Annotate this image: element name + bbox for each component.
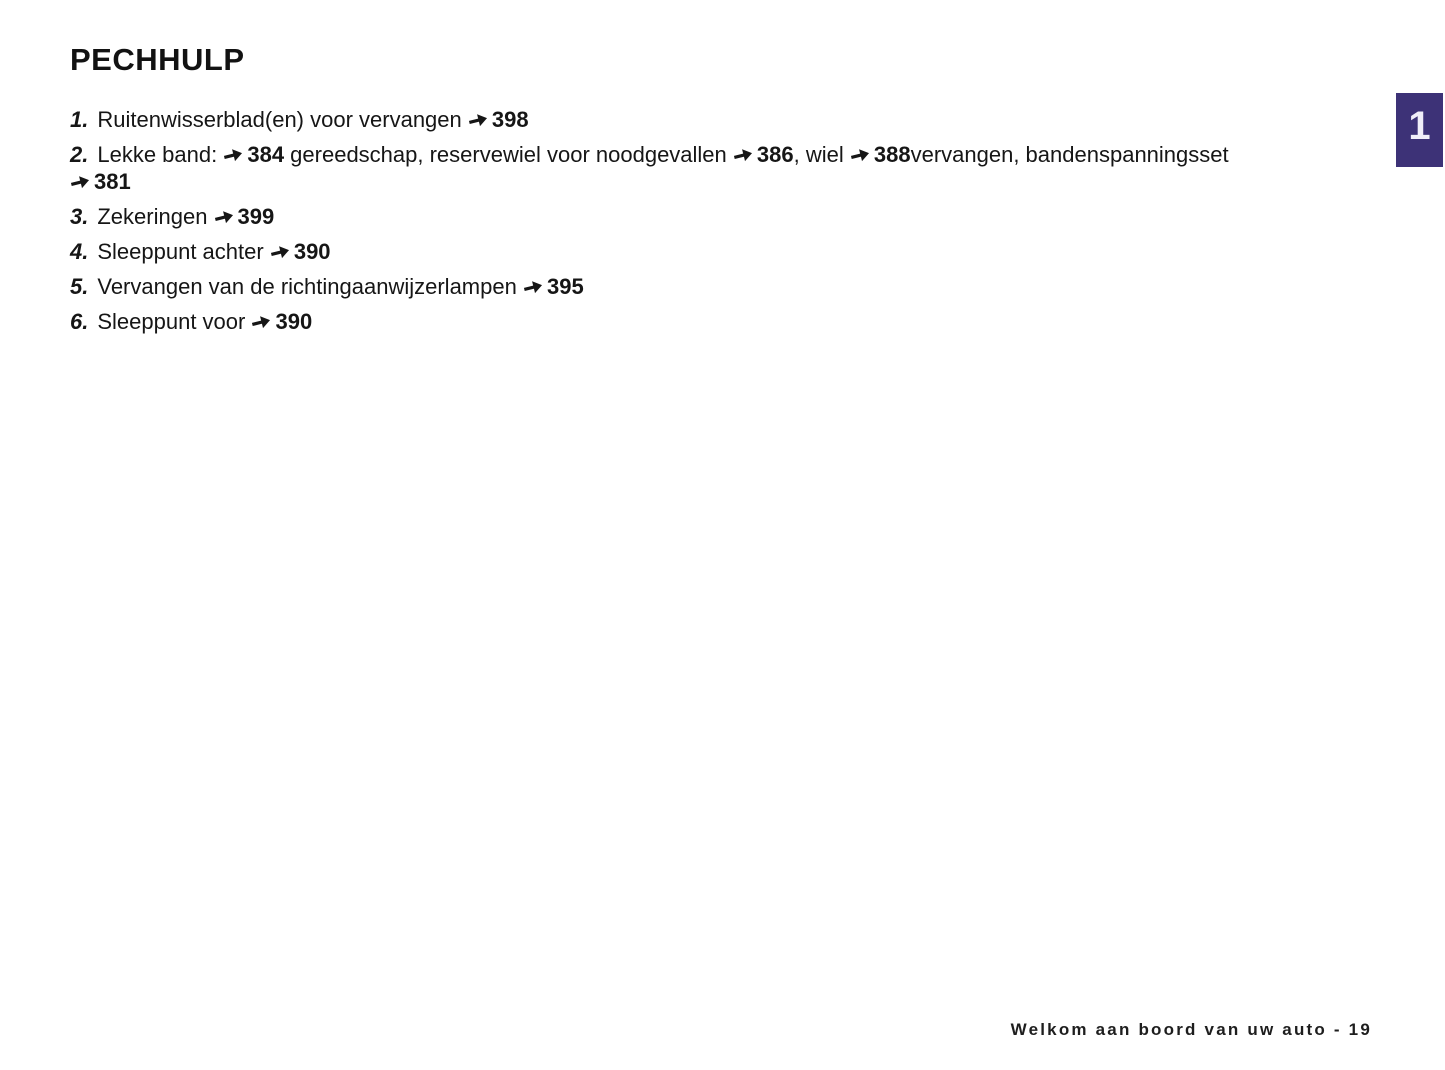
item-number: 2.	[70, 142, 89, 167]
page-ref-arrow-icon	[851, 147, 870, 163]
page-reference	[214, 204, 275, 229]
item-number: 3.	[70, 204, 89, 229]
footer-text: Welkom aan boord van uw auto - 19	[1010, 1020, 1372, 1039]
chapter-tab[interactable]	[1396, 93, 1443, 167]
list-item	[70, 308, 1350, 335]
page-number: 386	[756, 142, 794, 167]
item-text: gereedschap, reservewiel voor noodgevallen	[284, 142, 733, 167]
page-number: 395	[546, 274, 584, 299]
list-item	[70, 106, 1350, 133]
page-ref-arrow-icon	[215, 209, 234, 225]
item-text: vervangen, bandenspanningsset	[910, 142, 1229, 167]
page-number: 398	[491, 107, 529, 132]
page-ref-arrow-icon	[734, 147, 753, 163]
page-reference	[251, 309, 312, 334]
item-number: 1.	[70, 107, 89, 132]
page-ref-arrow-icon	[271, 244, 290, 260]
item-number: 4.	[70, 239, 89, 264]
page-content	[70, 42, 1350, 343]
item-text: Lekke band:	[97, 142, 224, 167]
item-text: Sleeppunt achter	[97, 239, 270, 264]
item-text: Vervangen van de richtingaanwijzerlampen	[97, 274, 523, 299]
page-reference	[468, 107, 529, 132]
list-item	[70, 273, 1350, 300]
item-text: Zekeringen	[97, 204, 214, 229]
page-ref-arrow-icon	[71, 174, 90, 190]
page-ref-arrow-icon	[524, 279, 543, 295]
page-number: 384	[247, 142, 285, 167]
item-number: 5.	[70, 274, 89, 299]
page-reference	[733, 142, 794, 167]
page-ref-arrow-icon	[469, 112, 488, 128]
page-number: 390	[275, 309, 313, 334]
page-reference	[223, 142, 284, 167]
item-text: Ruitenwisserblad(en) voor vervangen	[97, 107, 468, 132]
item-number: 6.	[70, 309, 89, 334]
list-item	[70, 203, 1350, 230]
page-number: 388	[873, 142, 911, 167]
page-reference	[270, 239, 331, 264]
page-number: 390	[293, 239, 331, 264]
page-title: PECHHULP	[70, 42, 245, 77]
page-reference	[850, 142, 911, 167]
list-item	[70, 141, 1350, 195]
chapter-tab-number: 1	[1408, 104, 1431, 148]
page-ref-arrow-icon	[252, 314, 271, 330]
page-number: 381	[94, 169, 131, 194]
page-number: 399	[237, 204, 275, 229]
page-reference	[523, 274, 584, 299]
item-text: , wiel	[793, 142, 850, 167]
item-text: Sleeppunt voor	[97, 309, 252, 334]
page-ref-arrow-icon	[224, 147, 243, 163]
list-item	[70, 238, 1350, 265]
page-reference	[70, 169, 131, 194]
